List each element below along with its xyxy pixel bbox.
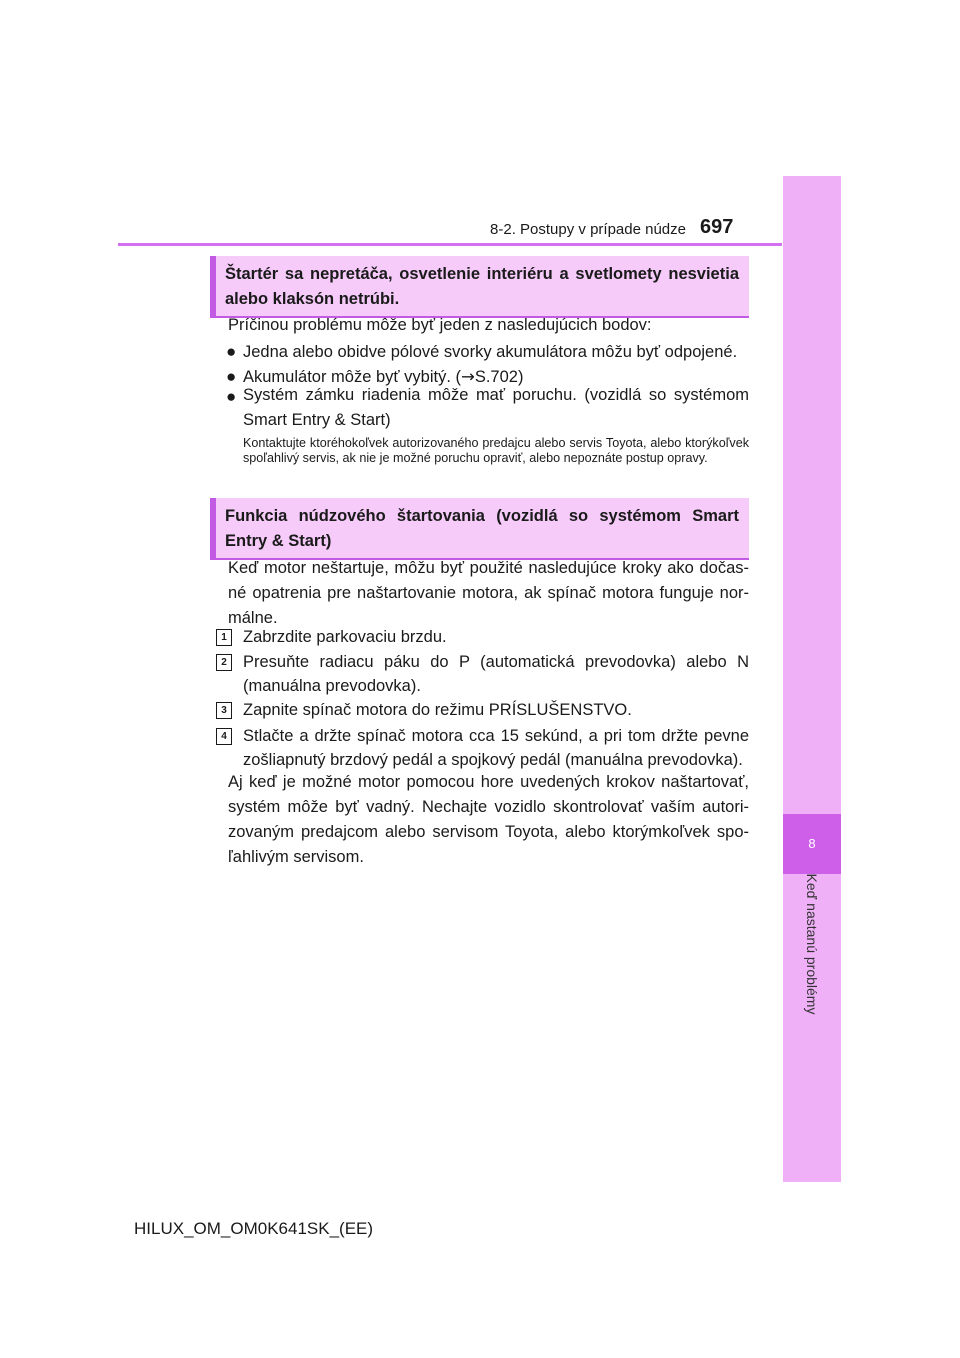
step-number-badge: 4 (216, 728, 232, 745)
chapter-number: 8 (808, 836, 816, 851)
section-heading-starter: Štartér sa nepretáča, osvetlenie interiéru a svetlomety nesvietia alebo klaksón netrúbi. (210, 256, 749, 318)
step-text: Zabrzdite parkovaciu brzdu. (243, 628, 447, 646)
page-number: 697 (700, 216, 734, 238)
page-reference: S.702) (474, 368, 524, 386)
header-divider (118, 243, 782, 246)
arrow-icon: → (461, 367, 475, 386)
step-text: Zapnite spínač motora do režimu PRÍSLUŠENSTVO. (243, 701, 632, 719)
bullet-icon: ● (226, 342, 237, 361)
step-number-badge: 2 (216, 654, 232, 671)
section1-intro: Príčinou problému môže byť jeden z nasledujúcich bodov: (228, 316, 652, 334)
bullet-icon: ● (226, 367, 237, 386)
step-number-badge: 1 (216, 629, 232, 646)
chapter-side-tab (783, 176, 841, 1182)
bullet-text: Jedna alebo obidve pólové svorky akumulátora môžu byť odpojené. (243, 343, 738, 361)
section2-intro: Keď motor neštartuje, môžu byť použité nasledujúce kroky ako dočas-né opatrenia pre naštartovanie motora, ak spínač motora funguje nor-málne. (228, 559, 749, 627)
running-header-section: 8-2. Postupy v prípade núdze (490, 221, 686, 238)
chapter-number-tab (783, 814, 841, 874)
step-number-badge: 3 (216, 702, 232, 719)
bullet-text: Systém zámku riadenia môže mať poruchu. (vozidlá so systémom Smart Entry & Start) (243, 386, 749, 429)
document-code: HILUX_OM_OM0K641SK_(EE) (134, 1219, 374, 1238)
section2-closing: Aj keď je možné motor pomocou hore uvedených krokov naštartovať, systém môže byť vadný. Nechajte vozidlo skontrolovať vaším autori-zovaným predajcom alebo servisom Toyota, alebo ktorýmkoľvek spo-ľahlivým servisom. (228, 773, 749, 866)
bullet-icon: ● (226, 387, 237, 406)
step-text: Presuňte radiacu páku do P (automatická prevodovka) alebo N (manuálna prevodovka). (243, 653, 749, 695)
step-text: Stlačte a držte spínač motora cca 15 sekúnd, a pri tom držte pevne zošliapnutý brzdový pedál a spojkový pedál (manuálna prevodovka). (243, 727, 749, 769)
bullet-text-main: Akumulátor môže byť vybitý. ( (243, 368, 462, 386)
chapter-label: Keď nastanú problémy (804, 873, 820, 1015)
section-heading-emergency-start: Funkcia núdzového štartovania (vozidlá so systémom Smart Entry & Start) (210, 498, 749, 560)
section1-note: Kontaktujte ktoréhokoľvek autorizovaného predajcu alebo servis Toyota, alebo ktorýkoľvek spoľahlivý servis, ak nie je možné poruchu opraviť, alebo nepoznáte postup opravy. (243, 436, 749, 465)
